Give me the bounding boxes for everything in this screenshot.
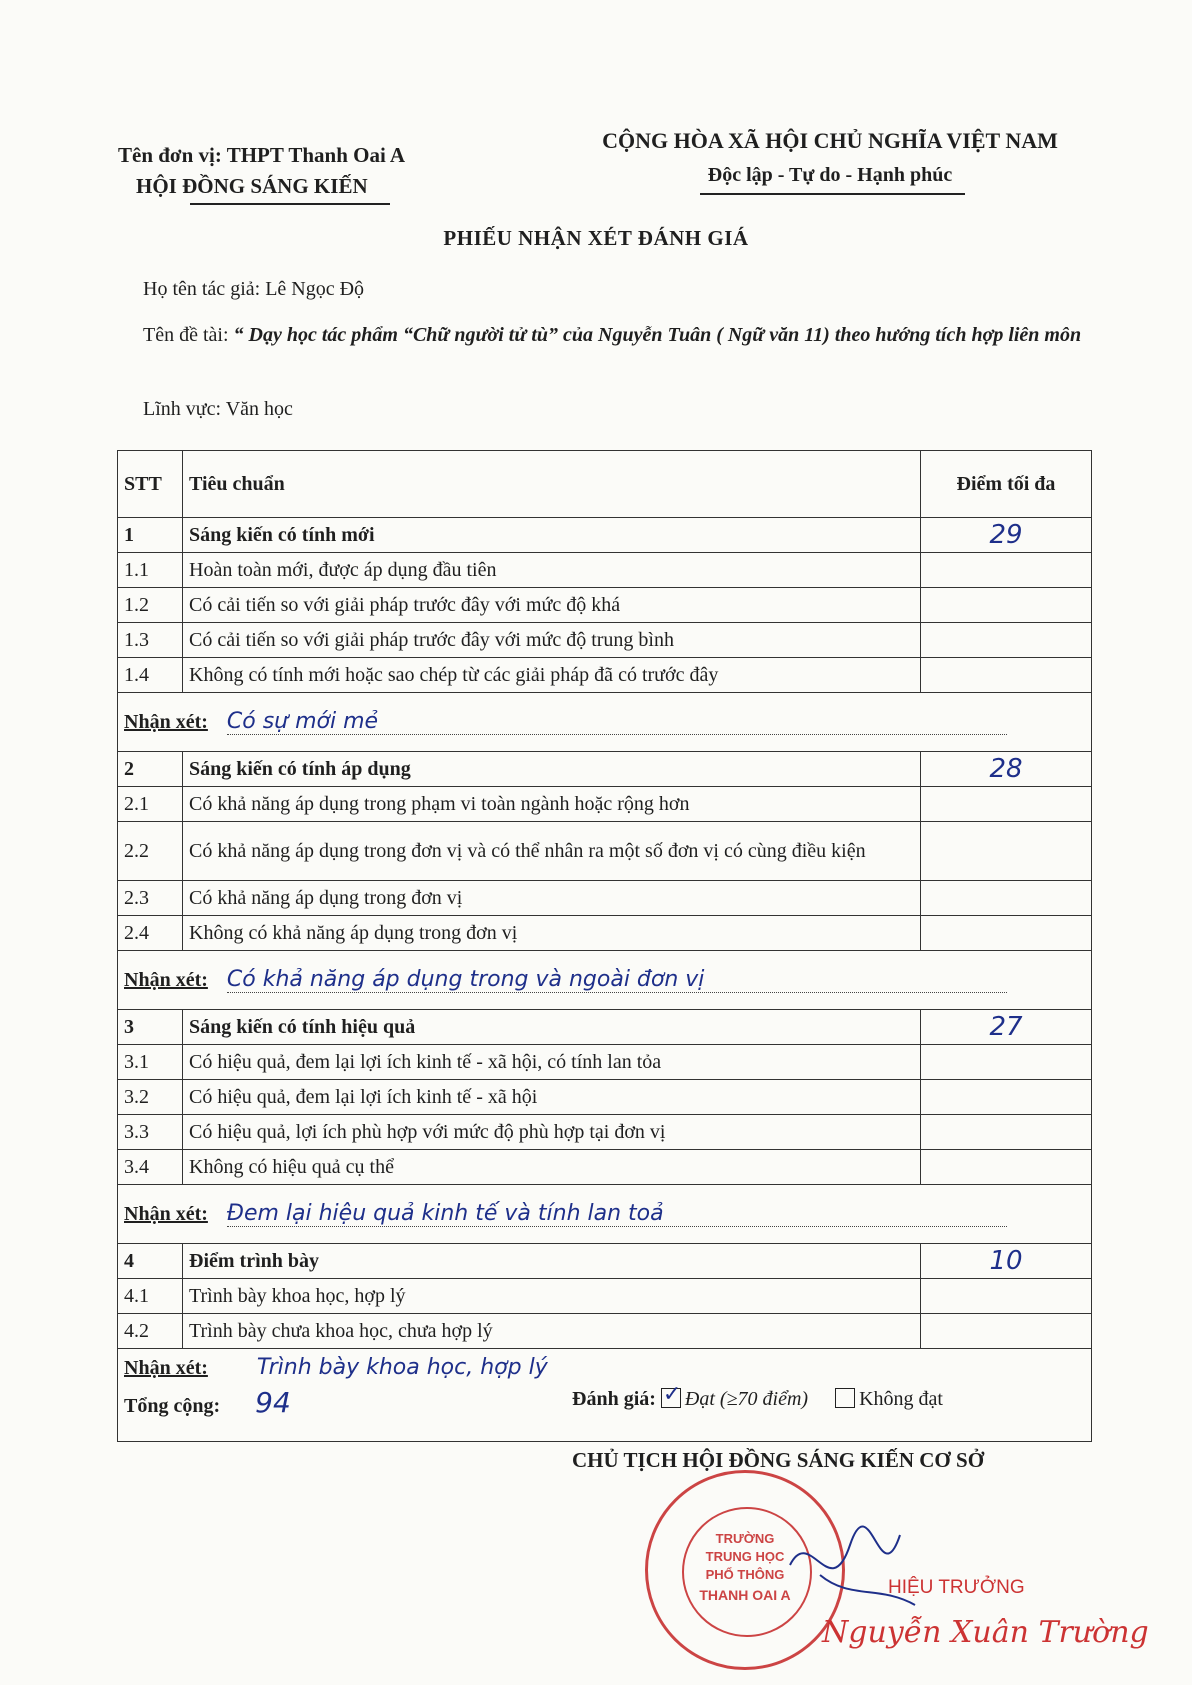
item-no: 4.2	[118, 1314, 183, 1349]
table-row	[118, 1080, 1092, 1115]
fail-label: Không đạt	[859, 1388, 943, 1410]
author-name: Lê Ngọc Độ	[265, 278, 365, 300]
table-row	[118, 658, 1092, 693]
section-title: Sáng kiến có tính hiệu quả	[183, 1010, 921, 1045]
council-underline	[190, 203, 390, 205]
principal-name: Nguyễn Xuân Trường	[822, 1615, 1149, 1650]
item-text: Có hiệu quả, lợi ích phù hợp với mức độ phù hợp tại đơn vị	[183, 1115, 921, 1150]
item-no: 4.1	[118, 1279, 183, 1314]
field-value: Văn học	[225, 398, 293, 420]
item-text: Có cải tiến so với giải pháp trước đây với mức độ trung bình	[183, 623, 921, 658]
republic-header	[540, 124, 1120, 192]
comment-handwritten: Đem lại hiệu quả kinh tế và tính lan toả	[227, 1201, 1007, 1227]
republic-name: CỘNG HÒA XÃ HỘI CHỦ NGHĨA VIỆT NAM	[602, 128, 1058, 153]
section-no: 3	[118, 1010, 183, 1045]
comment-row	[118, 693, 1092, 752]
item-text: Trình bày khoa học, hợp lý	[183, 1279, 921, 1314]
col-max-score: Điểm tối đa	[921, 451, 1092, 518]
seal-line: PHỔ THÔNG	[705, 1567, 785, 1582]
section-score: 28	[921, 752, 1092, 787]
item-no: 3.1	[118, 1045, 183, 1080]
comment-row	[118, 1185, 1092, 1244]
item-no: 2.2	[118, 822, 183, 881]
table-row	[118, 553, 1092, 588]
section-score: 27	[921, 1010, 1092, 1045]
item-no: 2.3	[118, 881, 183, 916]
pass-checkbox[interactable]	[661, 1388, 681, 1408]
section-row	[118, 752, 1092, 787]
section-row	[118, 1010, 1092, 1045]
table-row	[118, 1045, 1092, 1080]
seal-line: TRUNG HỌC	[705, 1549, 785, 1564]
criteria-table	[117, 450, 1092, 1442]
council-name: HỘI ĐỒNG SÁNG KIẾN	[136, 174, 368, 198]
evaluation-label: Đánh giá:	[572, 1388, 656, 1410]
author-label: Họ tên tác giả:	[143, 278, 261, 300]
item-text: Có hiệu quả, đem lại lợi ích kinh tế - xã hội	[183, 1080, 921, 1115]
comment-cell	[118, 1185, 1092, 1244]
table-row	[118, 881, 1092, 916]
section-score: 29	[921, 518, 1092, 553]
table-row	[118, 916, 1092, 951]
item-no: 1.1	[118, 553, 183, 588]
table-row	[118, 1150, 1092, 1185]
item-score	[921, 916, 1092, 951]
section-row	[118, 518, 1092, 553]
field-label: Lĩnh vực:	[143, 398, 222, 420]
item-score	[921, 1314, 1092, 1349]
table-row	[118, 1115, 1092, 1150]
item-score	[921, 1150, 1092, 1185]
item-no: 1.4	[118, 658, 183, 693]
item-score	[921, 623, 1092, 658]
seal-line: TRƯỜNG	[715, 1531, 775, 1546]
comment-handwritten: Có khả năng áp dụng trong và ngoài đơn vị	[227, 967, 1007, 993]
comment-label: Nhận xét:	[124, 969, 208, 991]
total-label: Tổng cộng:	[124, 1395, 221, 1417]
item-text: Có khả năng áp dụng trong phạm vi toàn ngành hoặc rộng hơn	[183, 787, 921, 822]
item-no: 3.2	[118, 1080, 183, 1115]
col-stt: STT	[118, 451, 183, 518]
item-score	[921, 1045, 1092, 1080]
item-no: 3.3	[118, 1115, 183, 1150]
col-criteria: Tiêu chuẩn	[183, 451, 921, 518]
motto: Độc lập - Tự do - Hạnh phúc	[707, 164, 953, 186]
motto-underline	[700, 193, 965, 195]
item-text: Không có hiệu quả cụ thể	[183, 1150, 921, 1185]
comment-handwritten: Có sự mới mẻ	[227, 709, 1007, 735]
comment-cell	[118, 693, 1092, 752]
item-score	[921, 1115, 1092, 1150]
field-line	[143, 398, 293, 421]
item-text: Có hiệu quả, đem lại lợi ích kinh tế - xã hội, có tính lan tỏa	[183, 1045, 921, 1080]
section-no: 2	[118, 752, 183, 787]
item-no: 1.3	[118, 623, 183, 658]
item-score	[921, 881, 1092, 916]
section-row	[118, 1244, 1092, 1279]
comment-label: Nhận xét:	[124, 1203, 208, 1225]
topic-text: “ Dạy học tác phẩm “Chữ người tử tù” của Nguyễn Tuân ( Ngữ văn 11) theo hướng tích hợp liên môn	[233, 324, 1082, 346]
author-line	[143, 278, 364, 301]
item-score	[921, 787, 1092, 822]
comment-label: Nhận xét:	[124, 1357, 208, 1379]
total-score: 94	[255, 1386, 291, 1419]
final-comment-cell	[118, 1349, 1092, 1442]
pass-label: Đạt (≥70 điểm)	[684, 1388, 809, 1410]
comment-cell	[118, 951, 1092, 1010]
item-text: Có khả năng áp dụng trong đơn vị và có thể nhân ra một số đơn vị có cùng điều kiện	[183, 822, 921, 881]
seal-line: THANH OAI A	[699, 1587, 791, 1603]
item-score	[921, 822, 1092, 881]
document-title: PHIẾU NHẬN XÉT ĐÁNH GIÁ	[443, 226, 749, 250]
item-no: 1.2	[118, 588, 183, 623]
chair-title: CHỦ TỊCH HỘI ĐỒNG SÁNG KIẾN CƠ SỞ	[571, 1448, 985, 1472]
comment-row	[118, 951, 1092, 1010]
table-row	[118, 787, 1092, 822]
table-row	[118, 1314, 1092, 1349]
item-no: 3.4	[118, 1150, 183, 1185]
item-score	[921, 553, 1092, 588]
section-title: Sáng kiến có tính áp dụng	[183, 752, 921, 787]
item-text: Hoàn toàn mới, được áp dụng đầu tiên	[183, 553, 921, 588]
unit-name: Tên đơn vị: THPT Thanh Oai A	[118, 143, 406, 167]
table-row	[118, 1279, 1092, 1314]
table-row	[118, 822, 1092, 881]
item-text: Trình bày chưa khoa học, chưa hợp lý	[183, 1314, 921, 1349]
section-no: 4	[118, 1244, 183, 1279]
item-score	[921, 1279, 1092, 1314]
item-score	[921, 1080, 1092, 1115]
comment-label: Nhận xét:	[124, 711, 208, 733]
item-text: Có cải tiến so với giải pháp trước đây với mức độ khá	[183, 588, 921, 623]
table-header-row	[118, 451, 1092, 518]
section-score: 10	[921, 1244, 1092, 1279]
item-text: Không có tính mới hoặc sao chép từ các giải pháp đã có trước đây	[183, 658, 921, 693]
item-score	[921, 658, 1092, 693]
comment-handwritten: Trình bày khoa học, hợp lý	[256, 1355, 548, 1380]
item-text: Không có khả năng áp dụng trong đơn vị	[183, 916, 921, 951]
unit-header	[118, 140, 498, 202]
table-row	[118, 623, 1092, 658]
section-no: 1	[118, 518, 183, 553]
section-title: Sáng kiến có tính mới	[183, 518, 921, 553]
topic-label: Tên đề tài:	[143, 324, 229, 346]
final-comment-row	[118, 1349, 1092, 1442]
item-no: 2.1	[118, 787, 183, 822]
item-score	[921, 588, 1092, 623]
fail-checkbox[interactable]	[835, 1388, 855, 1408]
table-row	[118, 588, 1092, 623]
item-text: Có khả năng áp dụng trong đơn vị	[183, 881, 921, 916]
item-no: 2.4	[118, 916, 183, 951]
section-title: Điểm trình bày	[183, 1244, 921, 1279]
topic-line	[143, 318, 1103, 352]
principal-role: HIỆU TRƯỞNG	[888, 1577, 1025, 1598]
